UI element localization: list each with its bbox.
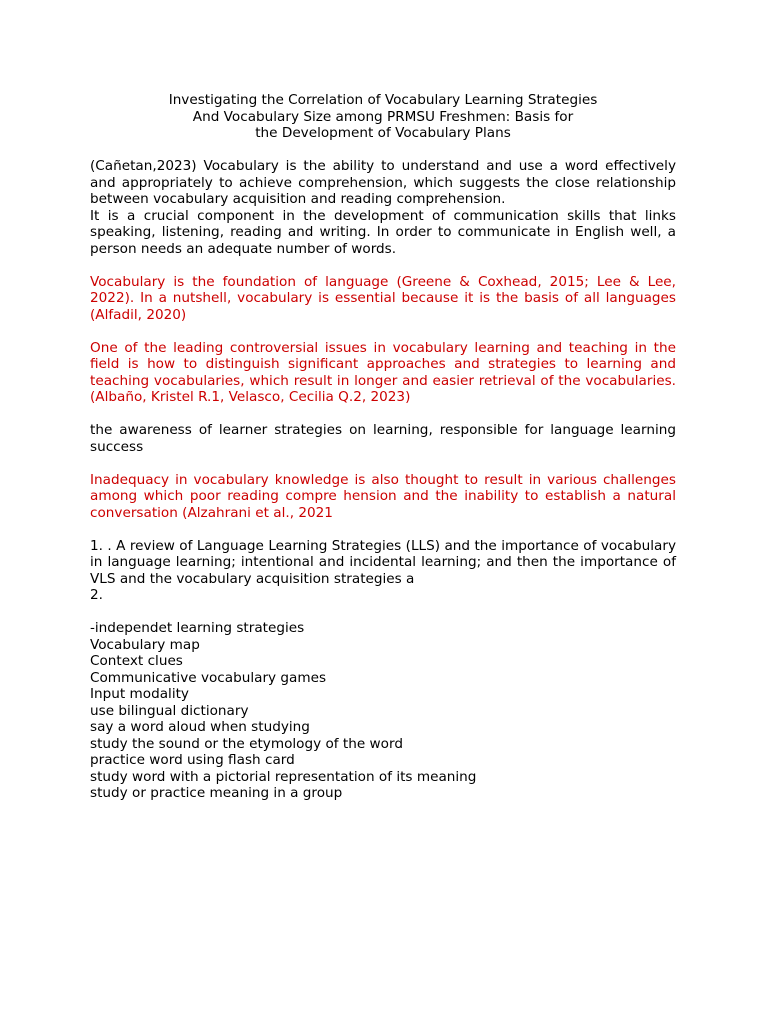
list-item: say a word aloud when studying — [90, 719, 310, 735]
paragraph-foundation: Vocabulary is the foundation of language (Greene & Coxhead, 2015; Lee & Lee, 2022). In a nutshell, vocabulary is essential because it is the basis of all languages (Alfadil, 2020) — [90, 273, 676, 323]
numbered-items — [90, 538, 676, 604]
list-item: Input modality — [90, 686, 189, 702]
list-item: -independet learning strategies — [90, 620, 305, 636]
paragraph-learner-awareness: the awareness of learner strategies on learning, responsible for language learning success — [90, 422, 676, 455]
list-item: study the sound or the etymology of the word — [90, 735, 403, 752]
paragraph-definition: (Cañetan,2023) Vocabulary is the ability to understand and use a word effectively and appropriately to achieve comprehension, which suggests the close relationship between vocabulary acquisition and reading comprehension. — [90, 158, 676, 207]
numbered-item-2: 2. — [90, 587, 103, 603]
title-line-1: Investigating the Correlation of Vocabulary Learning Strategies — [168, 92, 598, 108]
list-item: use bilingual dictionary — [90, 702, 249, 719]
list-item: Context clues — [90, 653, 183, 669]
numbered-item-1: 1. . A review of Language Learning Strategies (LLS) and the importance of vocabulary in language learning; intentional and incidental learning; and then the importance of VLS and the vocabulary acquisition strategies a — [90, 537, 676, 587]
paragraph-communication: It is a crucial component in the development of communication skills that links speaking, listening, reading and writing. In order to communicate in English well, a person needs an adequate number of words. — [90, 207, 676, 257]
paragraph-inadequacy: Inadequacy in vocabulary knowledge is also thought to result in various challenges among which poor reading compre hension and the inability to establish a natural conversation (Alzahrani et al., 2021 — [90, 471, 676, 521]
title-line-2: And Vocabulary Size among PRMSU Freshmen: Basis for — [192, 108, 574, 125]
document-page — [90, 92, 676, 802]
list-item: Communicative vocabulary games — [90, 669, 327, 686]
list-item: study word with a pictorial representation of its meaning — [90, 768, 477, 785]
list-item: study or practice meaning in a group — [90, 785, 343, 801]
list-item: practice word using flash card — [90, 752, 295, 768]
paragraph-controversial-issues: One of the leading controversial issues in vocabulary learning and teaching in the field is how to distinguish significant approaches and strategies to learning and teaching vocabularies, which result in longer and easier retrieval of the vocabularies. (Albaño, Kristel R.1, Velasco, Cecilia Q.2, 2023) — [90, 339, 676, 405]
document-title — [90, 92, 676, 142]
strategy-list — [90, 620, 676, 802]
list-item: Vocabulary map — [90, 636, 200, 653]
title-line-3: the Development of Vocabulary Plans — [255, 125, 511, 141]
